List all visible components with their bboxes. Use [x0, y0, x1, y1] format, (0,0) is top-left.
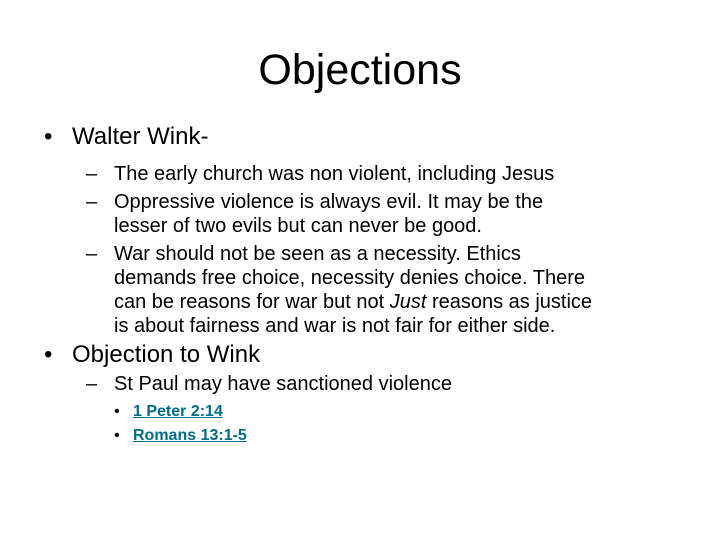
link-romans[interactable]: Romans 13:1-5	[133, 427, 247, 444]
dash-marker: –	[86, 191, 98, 213]
bullet-marker: •	[44, 341, 53, 368]
emphasis-just: Just	[389, 291, 427, 313]
subpoint-line-part: can be reasons for war but not	[114, 291, 390, 313]
bullet-marker: •	[44, 123, 53, 150]
subpoint-line: The early church was non violent, including Jesus	[114, 163, 555, 185]
subpoint-line-part: reasons as justice	[426, 291, 593, 313]
slide-title: Objections	[258, 46, 462, 94]
link-1-peter[interactable]: 1 Peter 2:14	[133, 403, 223, 420]
bullet-marker: •	[114, 403, 120, 420]
dash-marker: –	[86, 163, 98, 185]
subpoint-line: Oppressive violence is always evil. It may be the	[114, 191, 544, 213]
subpoint-line: War should not be seen as a necessity. Ethics	[114, 243, 521, 265]
dash-marker: –	[86, 243, 98, 265]
bullet-text: Objection to Wink	[72, 341, 261, 368]
bullet-text: Walter Wink-	[72, 123, 209, 150]
subpoint-line: demands free choice, necessity denies choice. There	[114, 267, 586, 289]
subpoint-line: St Paul may have sanctioned violence	[114, 373, 452, 395]
subpoint-line: lesser of two evils but can never be good.	[114, 215, 482, 237]
subpoint-line: is about fairness and war is not fair for either side.	[114, 315, 556, 337]
bullet-marker: •	[114, 427, 120, 444]
subpoint-line	[114, 290, 694, 314]
dash-marker: –	[86, 373, 98, 395]
